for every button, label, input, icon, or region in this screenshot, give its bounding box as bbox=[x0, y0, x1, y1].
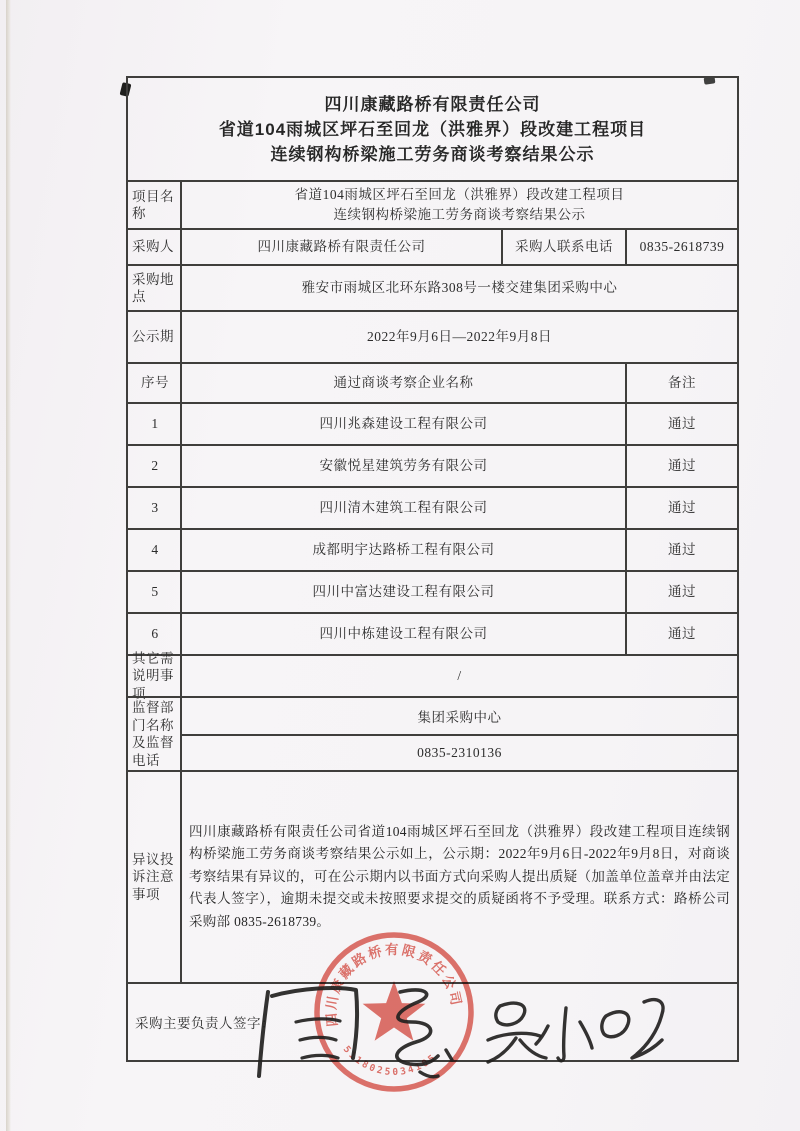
row-company: 四川清木建筑工程有限公司 bbox=[180, 488, 625, 528]
purchaser-phone-label: 采购人联系电话 bbox=[501, 230, 625, 264]
notice-type-title: 连续钢构桥梁施工劳务商谈考察结果公示 bbox=[270, 144, 595, 164]
row-no: 1 bbox=[151, 416, 159, 432]
purchaser-name: 四川康藏路桥有限责任公司 bbox=[180, 230, 501, 264]
project-name-line2: 连续钢构桥梁施工劳务商谈考察结果公示 bbox=[333, 207, 586, 222]
row-no: 5 bbox=[151, 584, 159, 600]
notice-table bbox=[126, 76, 739, 1062]
row-supervision bbox=[128, 696, 737, 770]
period-label: 公示期 bbox=[132, 329, 174, 345]
row-remark: 通过 bbox=[625, 488, 737, 528]
seal-number-text: 5118025034105 bbox=[340, 1044, 440, 1079]
period-value: 2022年9月6日—2022年9月8日 bbox=[180, 312, 737, 362]
location-label: 采购地点 bbox=[132, 271, 174, 304]
table-row bbox=[128, 402, 737, 444]
row-other-notes bbox=[128, 650, 737, 701]
project-name-title: 省道104雨城区坪石至回龙（洪雅界）段改建工程项目 bbox=[218, 119, 647, 139]
row-no: 6 bbox=[151, 626, 159, 642]
row-objection-notice bbox=[128, 770, 737, 982]
row-project-name bbox=[128, 180, 737, 228]
table-row bbox=[128, 486, 737, 528]
objection-text-cell bbox=[180, 772, 737, 982]
company-name-title: 四川康藏路桥有限责任公司 bbox=[324, 94, 541, 114]
row-company: 四川中富达建设工程有限公司 bbox=[180, 572, 625, 612]
seal-company-text: 四川康藏路桥有限责任公司 bbox=[323, 941, 465, 1028]
supervision-phone: 0835-2310136 bbox=[182, 734, 737, 770]
supervision-department: 集团采购中心 bbox=[417, 710, 502, 725]
row-no: 4 bbox=[151, 542, 159, 558]
objection-label: 异议投诉注意事项 bbox=[132, 851, 174, 902]
header-no: 序号 bbox=[141, 375, 169, 391]
supervision-label: 监督部门名称及监督电话 bbox=[132, 700, 174, 768]
results-header-row bbox=[128, 362, 737, 402]
row-no: 3 bbox=[151, 500, 159, 516]
project-name-label: 项目名称 bbox=[132, 188, 174, 221]
row-purchase-location bbox=[128, 264, 737, 310]
other-notes-value: / bbox=[180, 656, 737, 696]
purchaser-phone-value: 0835-2618739 bbox=[625, 230, 737, 264]
row-publicity-period bbox=[128, 310, 737, 362]
project-name-value bbox=[180, 182, 737, 228]
table-row bbox=[128, 528, 737, 570]
header-remark: 备注 bbox=[625, 364, 737, 402]
row-remark: 通过 bbox=[625, 530, 737, 570]
row-company: 安徽悦星建筑劳务有限公司 bbox=[180, 446, 625, 486]
row-remark: 通过 bbox=[625, 572, 737, 612]
table-row bbox=[128, 444, 737, 486]
objection-paragraph: 四川康藏路桥有限责任公司省道104雨城区坪石至回龙（洪雅界）段改建工程项目连续钢构桥梁施工劳务商谈考察结果公示如上，公示期：2022年9月6日-2022年9月8日，对商谈考察结果有异议的，可在公示期内以书面方式向采购人提出质疑（加盖单位盖章并由法定代表人签字），逾期未提交或未按照要求提交的质疑函将不予受理。联系方式：路桥公司采购部 0835-2618739。 bbox=[189, 823, 730, 929]
location-value: 雅安市雨城区北环东路308号一楼交建集团采购中心 bbox=[180, 266, 737, 310]
row-remark: 通过 bbox=[625, 614, 737, 654]
row-no: 2 bbox=[151, 458, 159, 474]
row-company: 四川中栋建设工程有限公司 bbox=[180, 614, 625, 654]
table-row bbox=[128, 570, 737, 612]
other-notes-label: 其它需说明事项 bbox=[132, 650, 174, 701]
project-name-line1: 省道104雨城区坪石至回龙（洪雅界）段改建工程项目 bbox=[294, 187, 625, 202]
signature-label: 采购主要负责人签字： bbox=[135, 1016, 275, 1031]
row-remark: 通过 bbox=[625, 446, 737, 486]
row-remark: 通过 bbox=[625, 404, 737, 444]
row-purchaser bbox=[128, 228, 737, 264]
purchaser-label: 采购人 bbox=[132, 239, 174, 255]
scan-edge-artifact bbox=[6, 0, 11, 1131]
table-row bbox=[128, 612, 737, 654]
row-company: 成都明宇达路桥工程有限公司 bbox=[180, 530, 625, 570]
document-title-block bbox=[128, 78, 737, 180]
supervision-values bbox=[180, 698, 737, 770]
row-signature bbox=[128, 982, 737, 1060]
row-company: 四川兆森建设工程有限公司 bbox=[180, 404, 625, 444]
header-company: 通过商谈考察企业名称 bbox=[180, 364, 625, 402]
